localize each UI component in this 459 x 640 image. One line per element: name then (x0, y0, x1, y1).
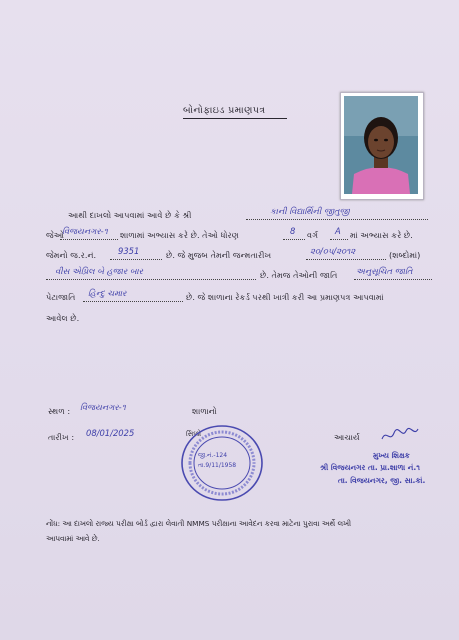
student-photo (344, 96, 418, 194)
sub-caste: હિન્દુ ચમાર (88, 288, 127, 298)
place-value: વિજયનગર-૧ (80, 402, 126, 412)
birth-date-words: વીસ એપ્રિલ બે હજાર બાર (55, 266, 144, 276)
line2-suffix: માં અભ્યાસ કરે છે. (350, 230, 413, 240)
standard-value: 8 (290, 226, 296, 236)
line2-mid2: વર્ગ (307, 230, 319, 240)
line3-mid: છે. જે મુજબ તેમની જન્મતારીખ (166, 250, 272, 260)
principal-label: આચાર્ય (334, 432, 360, 442)
date-label: તારીખ : (48, 432, 75, 442)
birth-words-line (46, 279, 256, 280)
seal-label2: સિક્કો (186, 430, 202, 438)
note-line2: આપવામાં આવે છે. (46, 534, 100, 543)
line4-mid: છે. તેમજ તેઓની જાતિ (260, 270, 338, 280)
line5-prefix: પેટાજાતિ (46, 292, 76, 302)
birth-date: ૨૦/૦૫/૨૦૧૨ (310, 246, 356, 256)
stamp-line1: મુખ્ય શિક્ષક (373, 451, 410, 460)
title-underline (183, 118, 287, 119)
school-place: વિજયનગર-૧ (62, 226, 108, 236)
seal-inner1: જી.નં.-124 (198, 452, 228, 459)
division-line (330, 239, 348, 240)
stamp-line3: તા. વિજયનગર, જી. સા.કાં. (338, 476, 426, 485)
line2-prefix: જેઓ (46, 230, 65, 240)
line3-suffix: (શબ્દોમાં) (389, 250, 421, 260)
principal-signature (380, 425, 420, 445)
seal-inner2: તા.9/11/1958 (198, 462, 237, 469)
caste-value: અનુસૂચિત જાતિ (356, 266, 413, 276)
division-value: A (335, 226, 341, 236)
school-line (60, 239, 118, 240)
caste-line (354, 279, 432, 280)
standard-line (283, 239, 305, 240)
line1-prefix: આથી દાખલો આપવામાં આવે છે કે શ્રી (68, 210, 192, 220)
student-name: કાની વિદ્યાર્થિની જીતુજી (270, 206, 350, 216)
gr-line (110, 259, 162, 260)
school-seal-label: શાળાનો (192, 406, 217, 416)
certificate-title: બોનોફાઇડ પ્રમાણપત્ર (183, 105, 266, 116)
gr-number: 9351 (118, 246, 140, 256)
subcaste-line (83, 301, 183, 302)
note-line1: નોંધ: આ દાખલો રાજ્ય પરીક્ષા બોર્ડ દ્વારા લેવાતી NMMS પરીક્ષાના આવેદન કરવા માટેના પુરાવા અર્થે લખી (46, 519, 352, 528)
name-line (246, 219, 428, 220)
birth-date-line (306, 259, 386, 260)
date-value: 08/01/2025 (86, 428, 135, 438)
line6: આવેલ છે. (46, 313, 80, 323)
line5-suffix: છે. જે શાળાના રેકર્ડ પરથી ખાત્રી કરી આ પ્રમાણપત્ર આપવામાં (186, 292, 384, 302)
stamp-line2: શ્રી વિજયનગર તા. પ્રા.શાળા નં.૧ (320, 463, 420, 472)
place-label: સ્થળ : (48, 406, 71, 416)
line3-prefix: જેમનો જ.ર.નં. (46, 250, 97, 260)
line2-mid: શાળામાં અભ્યાસ કરે છે. તેઓ ધોરણ (120, 230, 239, 240)
